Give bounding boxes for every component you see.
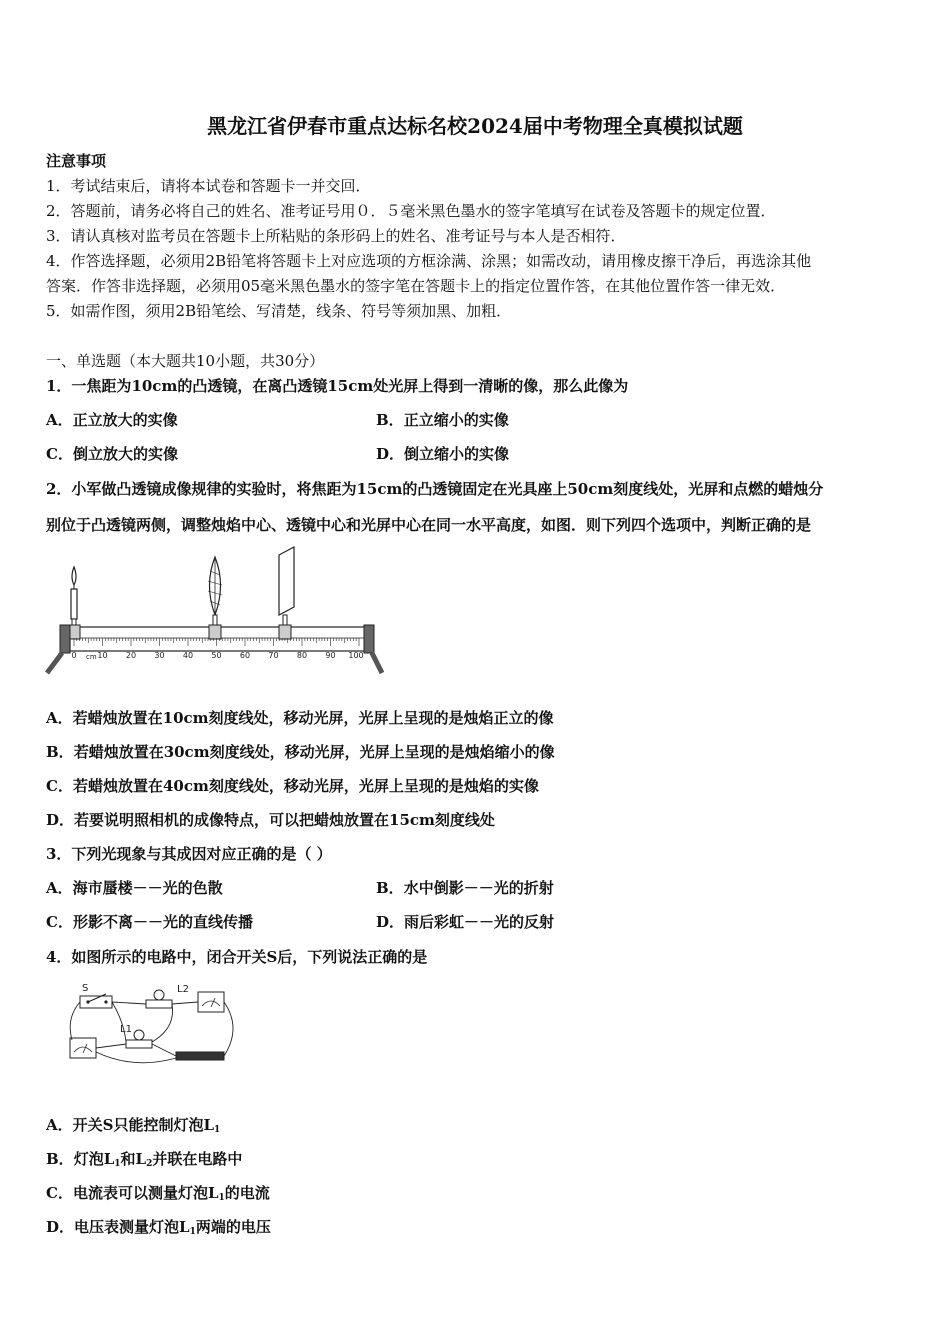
tick-label: 10 [97,651,108,660]
q4-option-d: D．电压表测量灯泡$L_1$两端的电压 [46,1218,271,1237]
q2-option-a: A．若蜡烛放置在10cm刻度线处，移动光屏，光屏上呈现的是烛焰正立的像 [46,709,554,727]
q2-stem-line1: 2．小军做凸透镜成像规律的实验时，将焦距为15cm的凸透镜固定在光具座上50cm刻度线处，光屏和点燃的蜡烛分 [46,480,824,498]
page-title: 黑龙江省伊春市重点达标名校2024届中考物理全真模拟试题 [207,114,743,138]
q2-option-d: D．若要说明照相机的成像特点，可以把蜡烛放置在15cm刻度线处 [46,811,495,829]
notice-item: 5．如需作图，须用2B铅笔绘、写清楚，线条、符号等须加黑、加粗． [46,302,512,320]
q4-stem: 4．如图所示的电路中，闭合开关S后，下列说法正确的是 [46,948,428,966]
q4-option-c: C．电流表可以测量灯泡$L_1$的电流 [46,1184,270,1203]
q1-option-a: A．正立放大的实像 [46,411,178,429]
notice-item: 3．请认真核对监考员在答题卡上所粘贴的条形码上的姓名、准考证号与本人是否相符． [46,227,626,245]
voltmeter-icon [198,992,224,1012]
ruler-unit: cm [86,653,97,661]
tick-label: 40 [182,651,194,660]
candle-icon [71,567,77,627]
q1-option-d: D．倒立缩小的实像 [376,445,510,463]
ruler-tick-labels [71,651,363,660]
notice-item: 4．作答选择题，必须用2B铅笔将答题卡上对应选项的方框涂满、涂黑；如需改动，请用橡皮擦干净后，再选涂其他 [46,252,812,270]
lamp-l1-label: L1 [120,1024,132,1035]
circuit-figure [64,978,244,1070]
notice-item: 1．考试结束后，请将本试卷和答题卡一并交回． [46,177,371,195]
tick-label: 0 [71,651,77,660]
tick-label: 50 [211,651,222,660]
q3-stem: 3．下列光现象与其成因对应正确的是（ ） [46,845,332,863]
tick-label: 80 [296,651,308,660]
tick-label: 30 [154,651,165,660]
tick-label: 20 [125,651,137,660]
lamp-l2-label: L2 [177,984,189,995]
q1-option-c: C．倒立放大的实像 [46,445,178,463]
q4-option-a: A．开关S只能控制灯泡$L_1$ [46,1116,221,1135]
q3-option-c: C．形影不离－－光的直线传播 [46,913,253,931]
q4-option-b: B．灯泡$L_1$和$L_2$并联在电路中 [46,1150,243,1169]
q3-option-b: B．水中倒影－－光的折射 [376,879,554,897]
tick-label: 90 [325,651,336,660]
battery-icon [176,1052,224,1060]
tick-label: 70 [268,651,279,660]
q2-option-c: C．若蜡烛放置在40cm刻度线处，移动光屏，光屏上呈现的是烛焰的实像 [46,777,539,795]
ammeter-icon [70,1038,96,1058]
q3-option-a: A．海市蜃楼－－光的色散 [46,879,223,897]
lamp-l2-icon [146,990,172,1008]
q1-stem: 1．一焦距为10cm的凸透镜，在离凸透镜15cm处光屏上得到一清晰的像，那么此像为 [46,377,629,395]
switch-icon [80,994,112,1008]
section-heading: 一、单选题（本大题共10小题，共30分） [46,352,325,370]
light-screen-icon [279,547,294,627]
optical-bench-figure [44,545,384,680]
optical-bench [47,625,382,673]
tick-label: 60 [239,651,251,660]
convex-lens-icon [208,557,222,627]
notice-item: 2．答题前，请务必将自己的姓名、准考证号用０．５毫米黑色墨水的签字笔填写在试卷及答题卡的规定位置． [46,202,776,220]
q1-option-b: B．正立缩小的实像 [376,411,509,429]
notice-heading: 注意事项 [46,152,107,170]
notice-item: 答案．作答非选择题，必须用05毫米黑色墨水的签字笔在答题卡上的指定位置作答，在其他位置作答一律无效． [46,277,786,295]
switch-label: S [82,983,89,994]
q3-option-d: D．雨后彩虹－－光的反射 [376,913,555,931]
q2-option-b: B．若蜡烛放置在30cm刻度线处，移动光屏，光屏上呈现的是烛焰缩小的像 [46,743,555,761]
tick-label: 100 [348,651,364,660]
q2-stem-line2: 别位于凸透镜两侧，调整烛焰中心、透镜中心和光屏中心在同一水平高度，如图．则下列四个选项中，判断正确的是 [46,516,812,534]
